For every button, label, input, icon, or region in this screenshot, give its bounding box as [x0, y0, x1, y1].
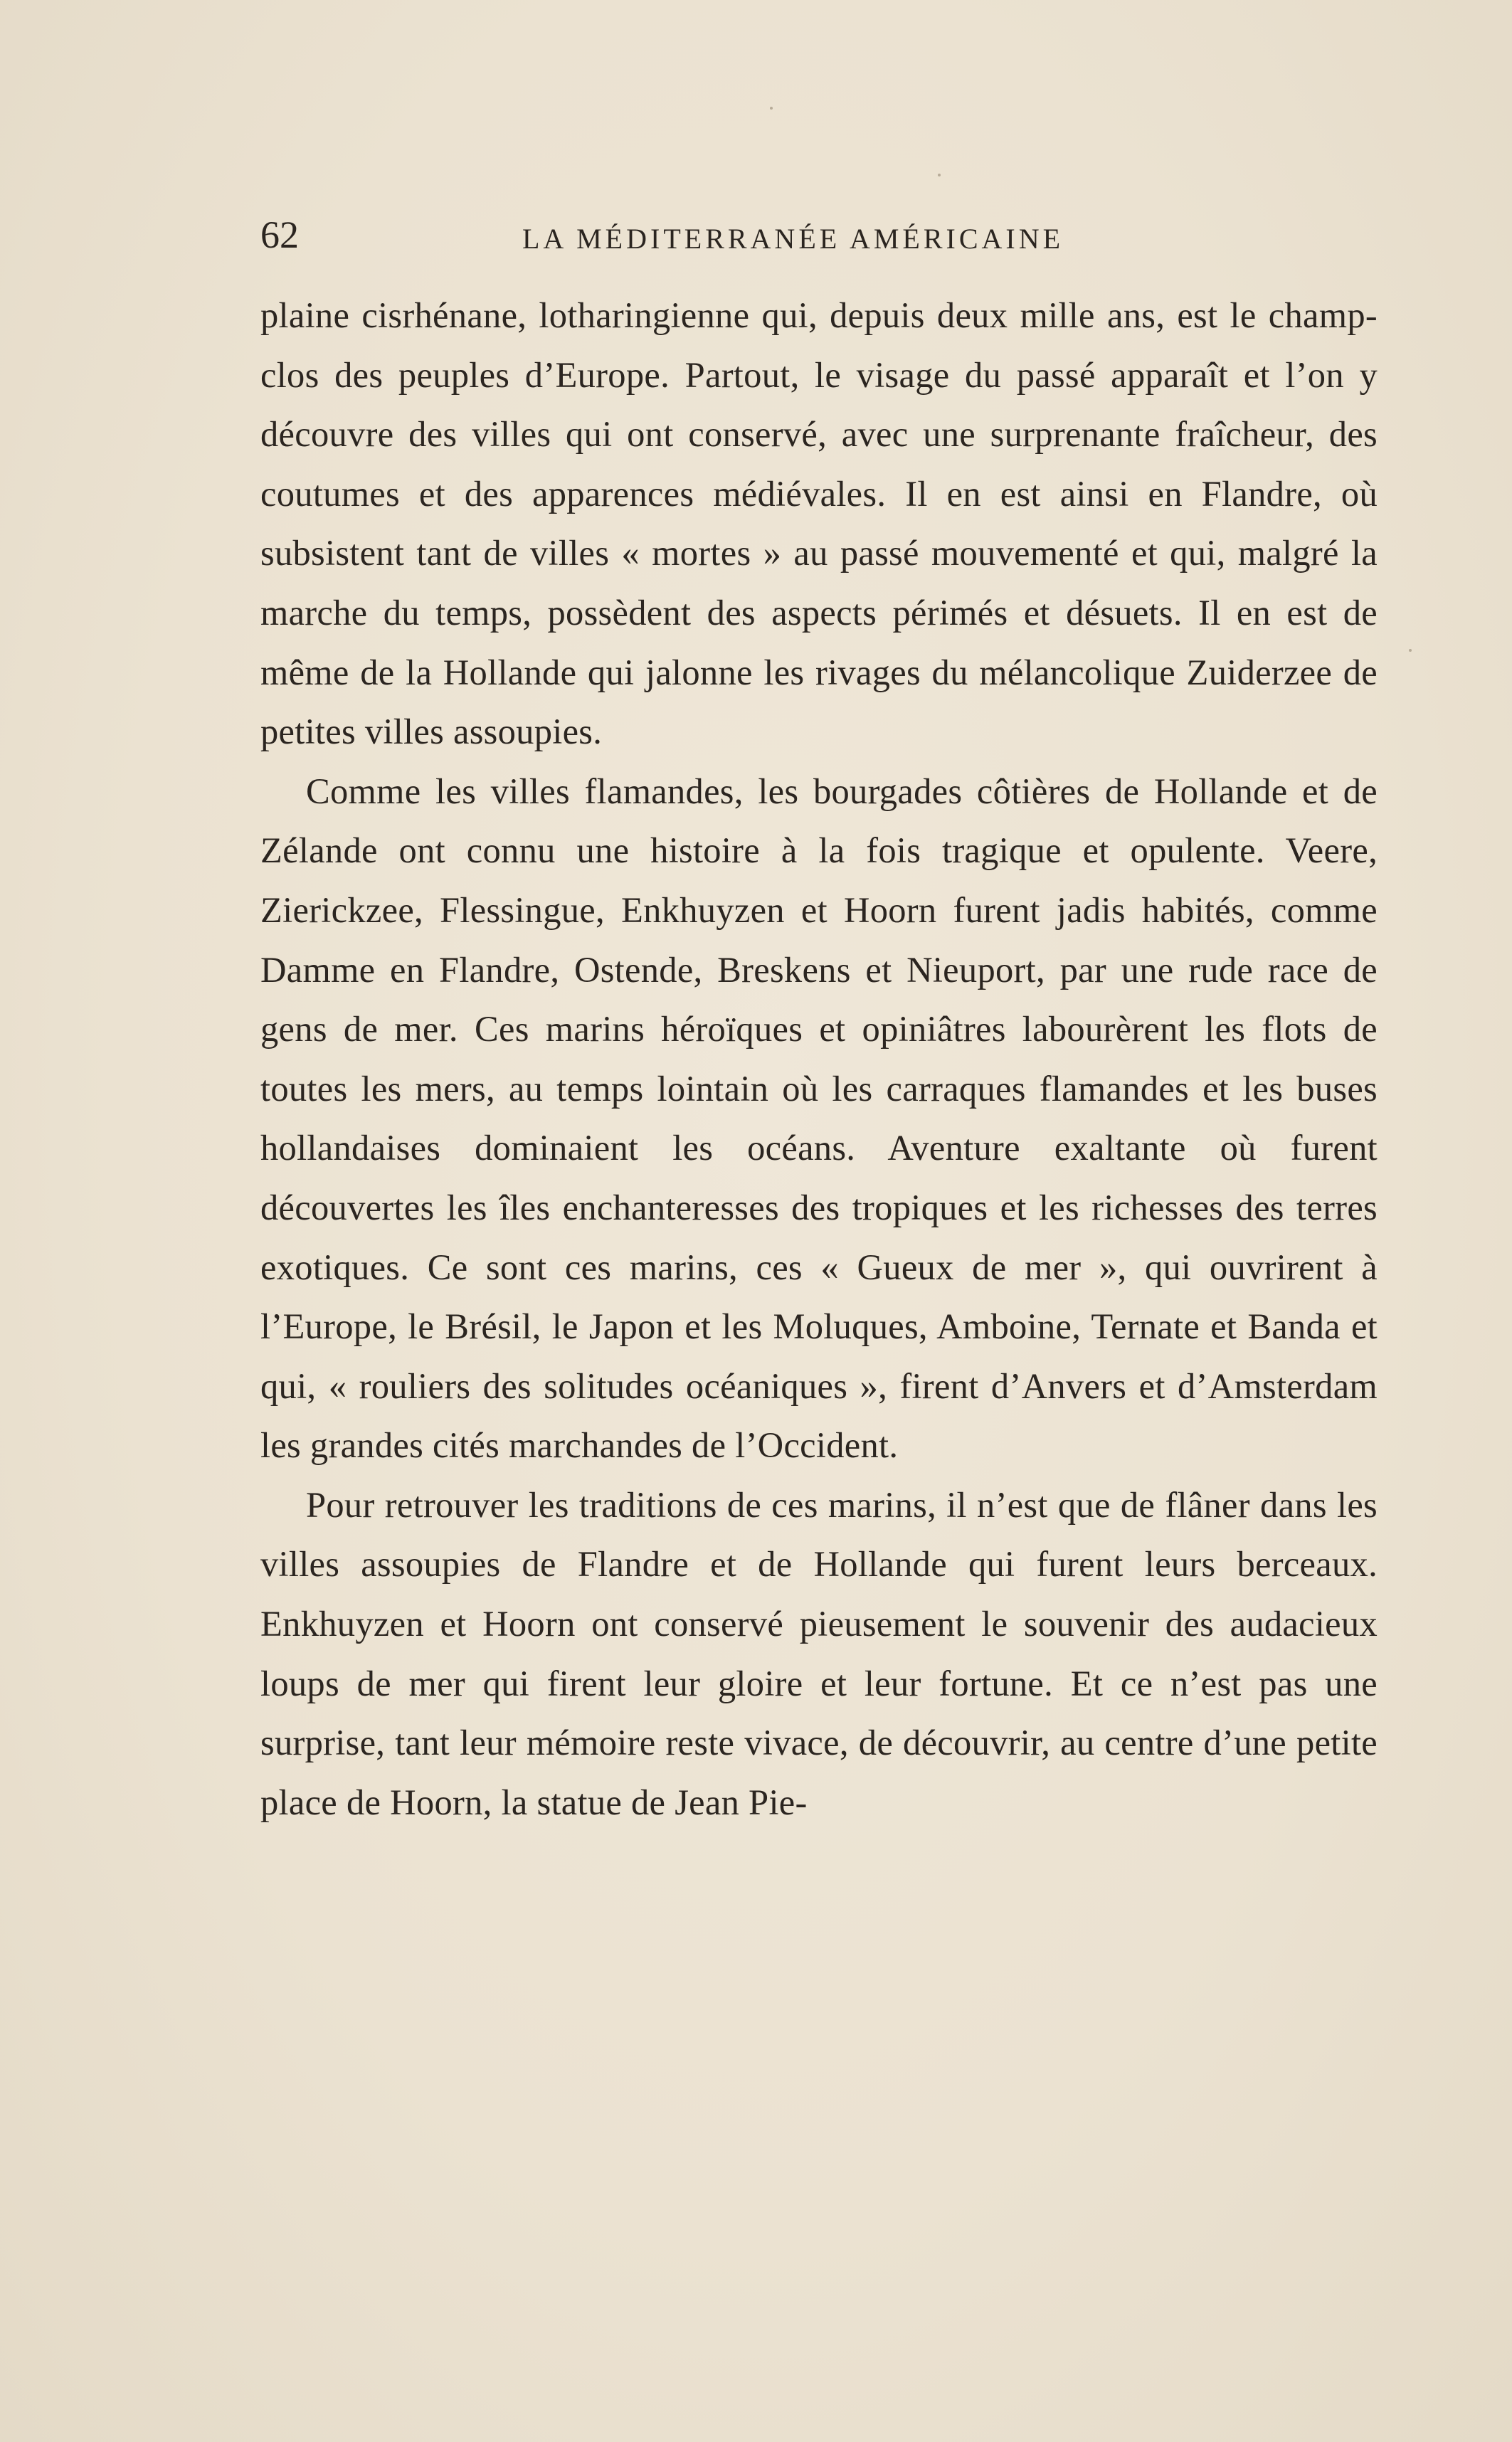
paper-speck [770, 107, 773, 110]
running-title: LA MÉDITERRANÉE AMÉRICAINE [522, 223, 1064, 255]
paper-speck [938, 174, 941, 176]
paper-speck [1409, 649, 1412, 652]
paragraph: Pour retrouver les traditions de ces marins, il n’est que de flâner dans les villes assoupies de Flandre et de Hollande qui furent leurs berceaux. Enkhuyzen et Hoorn ont conservé pieusement le souvenir des audacieux loups de mer qui firent leur gloire et leur fortune. Et ce n’est pas une surprise, tant leur mémoire reste vivace, de découvrir, au centre d’une petite place de Hoorn, la statue de Jean Pie- [260, 1484, 1378, 1822]
paragraph: plaine cisrhénane, lotharingienne qui, depuis deux mille ans, est le champ-clos des peuples d’Europe. Partout, le visage du passé apparaît et l’on y découvre des villes qui ont conservé, avec une surprenante fraîcheur, des coutumes et des apparences médiévales. Il en est ainsi en Flandre, où subsistent tant de villes « mortes » au passé mouvementé et qui, malgré la marche du temps, possèdent des aspects périmés et désuets. Il en est de même de la Hollande qui jalonne les rivages du mélancolique Zuiderzee de petites villes assoupies. [260, 295, 1378, 752]
running-head [260, 213, 1376, 256]
page-number: 62 [260, 213, 299, 256]
body-text [260, 286, 1378, 1832]
paragraph: Comme les villes flamandes, les bourgades côtières de Hollande et de Zélande ont connu une histoire à la fois tragique et opulente. Veere, Zierickzee, Flessingue, Enkhuyzen et Hoorn furent jadis habités, comme Damme en Flandre, Ostende, Breskens et Nieuport, par une rude race de gens de mer. Ces marins héroïques et opiniâtres labourèrent les flots de toutes les mers, au temps lointain où les carraques flamandes et les buses hollandaises dominaient les océans. Aventure exaltante où furent découvertes les îles enchanteresses des tropiques et les richesses des terres exotiques. Ce sont ces marins, ces « Gueux de mer », qui ouvrirent à l’Europe, le Brésil, le Japon et les Moluques, Amboine, Ternate et Banda et qui, « rouliers des solitudes océaniques », firent d’Anvers et d’Amsterdam les grandes cités marchandes de l’Occident. [260, 771, 1378, 1466]
